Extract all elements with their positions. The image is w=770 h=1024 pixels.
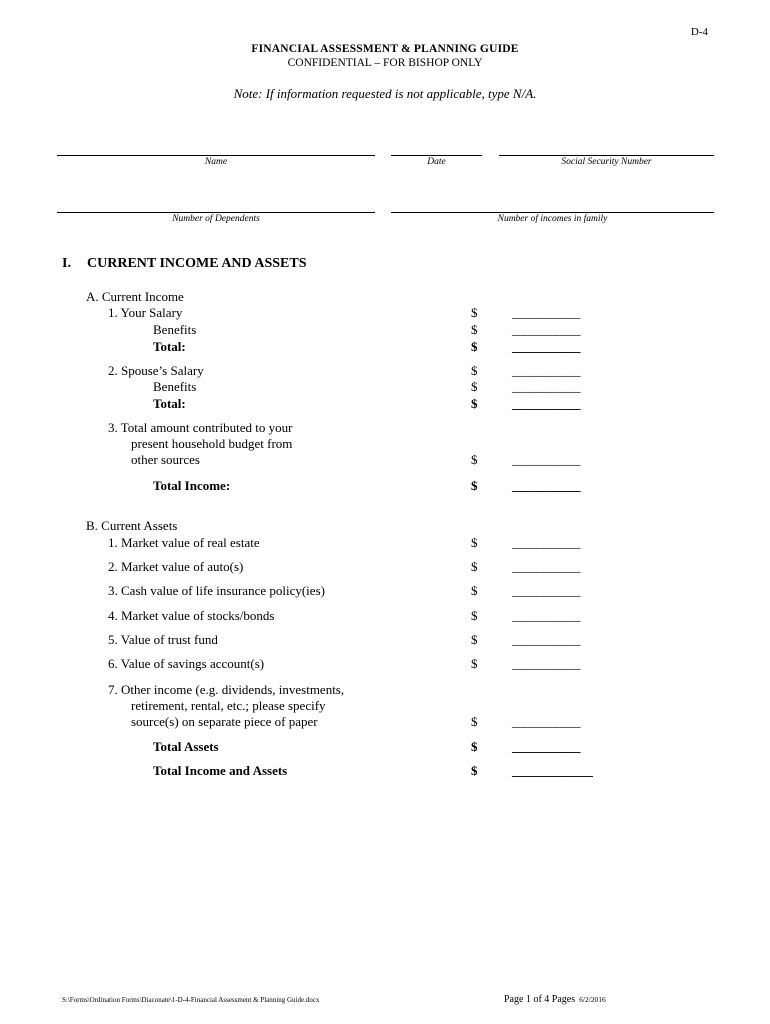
real-estate-label: 1. Market value of real estate [108, 535, 260, 550]
other-sources-line1: 3. Total amount contributed to your [108, 420, 293, 435]
other-income-line2: retirement, rental, etc.; please specify [131, 698, 326, 713]
stocks-bonds-label: 4. Market value of stocks/bonds [108, 608, 275, 623]
form-title: FINANCIAL ASSESSMENT & PLANNING GUIDE [251, 43, 519, 55]
other-income-field[interactable]: ___________ [512, 714, 581, 729]
assets-heading: B. Current Assets [86, 518, 178, 533]
trust-fund-currency: $ [471, 632, 478, 647]
date-input-line[interactable] [391, 155, 482, 156]
life-insurance-label: 3. Cash value of life insurance policy(ies) [108, 583, 325, 598]
form-subtitle: CONFIDENTIAL – FOR BISHOP ONLY [287, 57, 483, 69]
footer-page-info [504, 994, 606, 1005]
dependents-label: Number of Dependents [172, 214, 260, 224]
spouse-salary-label: 2. Spouse’s Salary [108, 363, 204, 378]
spouse-benefits-label: Benefits [153, 379, 197, 394]
other-sources-line3: other sources [131, 452, 200, 467]
other-sources-line2: present household budget from [131, 436, 293, 451]
other-income-line1: 7. Other income (e.g. dividends, investments, [108, 682, 345, 697]
form-code: D-4 [690, 26, 708, 38]
footer-file-path: S:\Forms\Ordination Forms\Diaconate\1-D-4-Financial Assessment & Planning Guide.docx [62, 996, 320, 1004]
auto-label: 2. Market value of auto(s) [108, 559, 244, 574]
salary-total-currency: $ [471, 339, 478, 354]
ssn-label: Social Security Number [561, 157, 652, 167]
benefits-currency: $ [471, 322, 478, 337]
ssn-input-line[interactable] [499, 155, 714, 156]
total-income-assets-label: Total Income and Assets [153, 763, 288, 778]
total-income-label: Total Income: [153, 478, 231, 493]
revision-date: 6/2/2016 [579, 995, 606, 1004]
date-label: Date [427, 157, 446, 167]
spouse-salary-field[interactable]: ___________ [512, 363, 581, 378]
salary-total-field[interactable]: ___________ [512, 339, 581, 354]
spouse-benefits-currency: $ [471, 379, 478, 394]
salary-total-label: Total: [153, 339, 186, 354]
spouse-total-field[interactable]: ___________ [512, 396, 581, 411]
incomes-input-line[interactable] [391, 212, 714, 213]
real-estate-field[interactable]: ___________ [512, 535, 581, 550]
other-sources-currency: $ [471, 452, 478, 467]
total-assets-currency: $ [471, 739, 478, 754]
total-income-assets-field[interactable]: _____________ [512, 763, 593, 778]
total-income-currency: $ [471, 478, 478, 493]
income-heading: A. Current Income [86, 289, 184, 304]
stocks-bonds-currency: $ [471, 608, 478, 623]
other-income-currency: $ [471, 714, 478, 729]
spouse-salary-currency: $ [471, 363, 478, 378]
dependents-input-line[interactable] [57, 212, 375, 213]
benefits-label: Benefits [153, 322, 197, 337]
savings-currency: $ [471, 656, 478, 671]
spouse-total-currency: $ [471, 396, 478, 411]
name-input-line[interactable] [57, 155, 375, 156]
section-title: CURRENT INCOME AND ASSETS [87, 256, 307, 271]
trust-fund-label: 5. Value of trust fund [108, 632, 218, 647]
savings-field[interactable]: ___________ [512, 656, 581, 671]
spouse-total-label: Total: [153, 396, 186, 411]
auto-field[interactable]: ___________ [512, 559, 581, 574]
life-insurance-field[interactable]: ___________ [512, 583, 581, 598]
other-income-line3: source(s) on separate piece of paper [131, 714, 318, 729]
other-sources-field[interactable]: ___________ [512, 452, 581, 467]
your-salary-currency: $ [471, 305, 478, 320]
spouse-benefits-field[interactable]: ___________ [512, 379, 581, 394]
real-estate-currency: $ [471, 535, 478, 550]
total-assets-field[interactable]: ___________ [512, 739, 581, 754]
stocks-bonds-field[interactable]: ___________ [512, 608, 581, 623]
trust-fund-field[interactable]: ___________ [512, 632, 581, 647]
savings-label: 6. Value of savings account(s) [108, 656, 265, 671]
total-income-assets-currency: $ [471, 763, 478, 778]
life-insurance-currency: $ [471, 583, 478, 598]
benefits-field[interactable]: ___________ [512, 322, 581, 337]
total-assets-label: Total Assets [153, 739, 219, 754]
section-number: I. [62, 256, 71, 271]
instruction-note: Note: If information requested is not applicable, type N/A. [233, 86, 537, 101]
page-number: Page 1 of 4 Pages [504, 994, 576, 1005]
your-salary-label: 1. Your Salary [108, 305, 183, 320]
incomes-label: Number of incomes in family [497, 214, 608, 224]
total-income-field[interactable]: ___________ [512, 478, 581, 493]
auto-currency: $ [471, 559, 478, 574]
your-salary-field[interactable]: ___________ [512, 305, 581, 320]
section-heading [62, 256, 307, 272]
name-label: Name [204, 157, 228, 167]
